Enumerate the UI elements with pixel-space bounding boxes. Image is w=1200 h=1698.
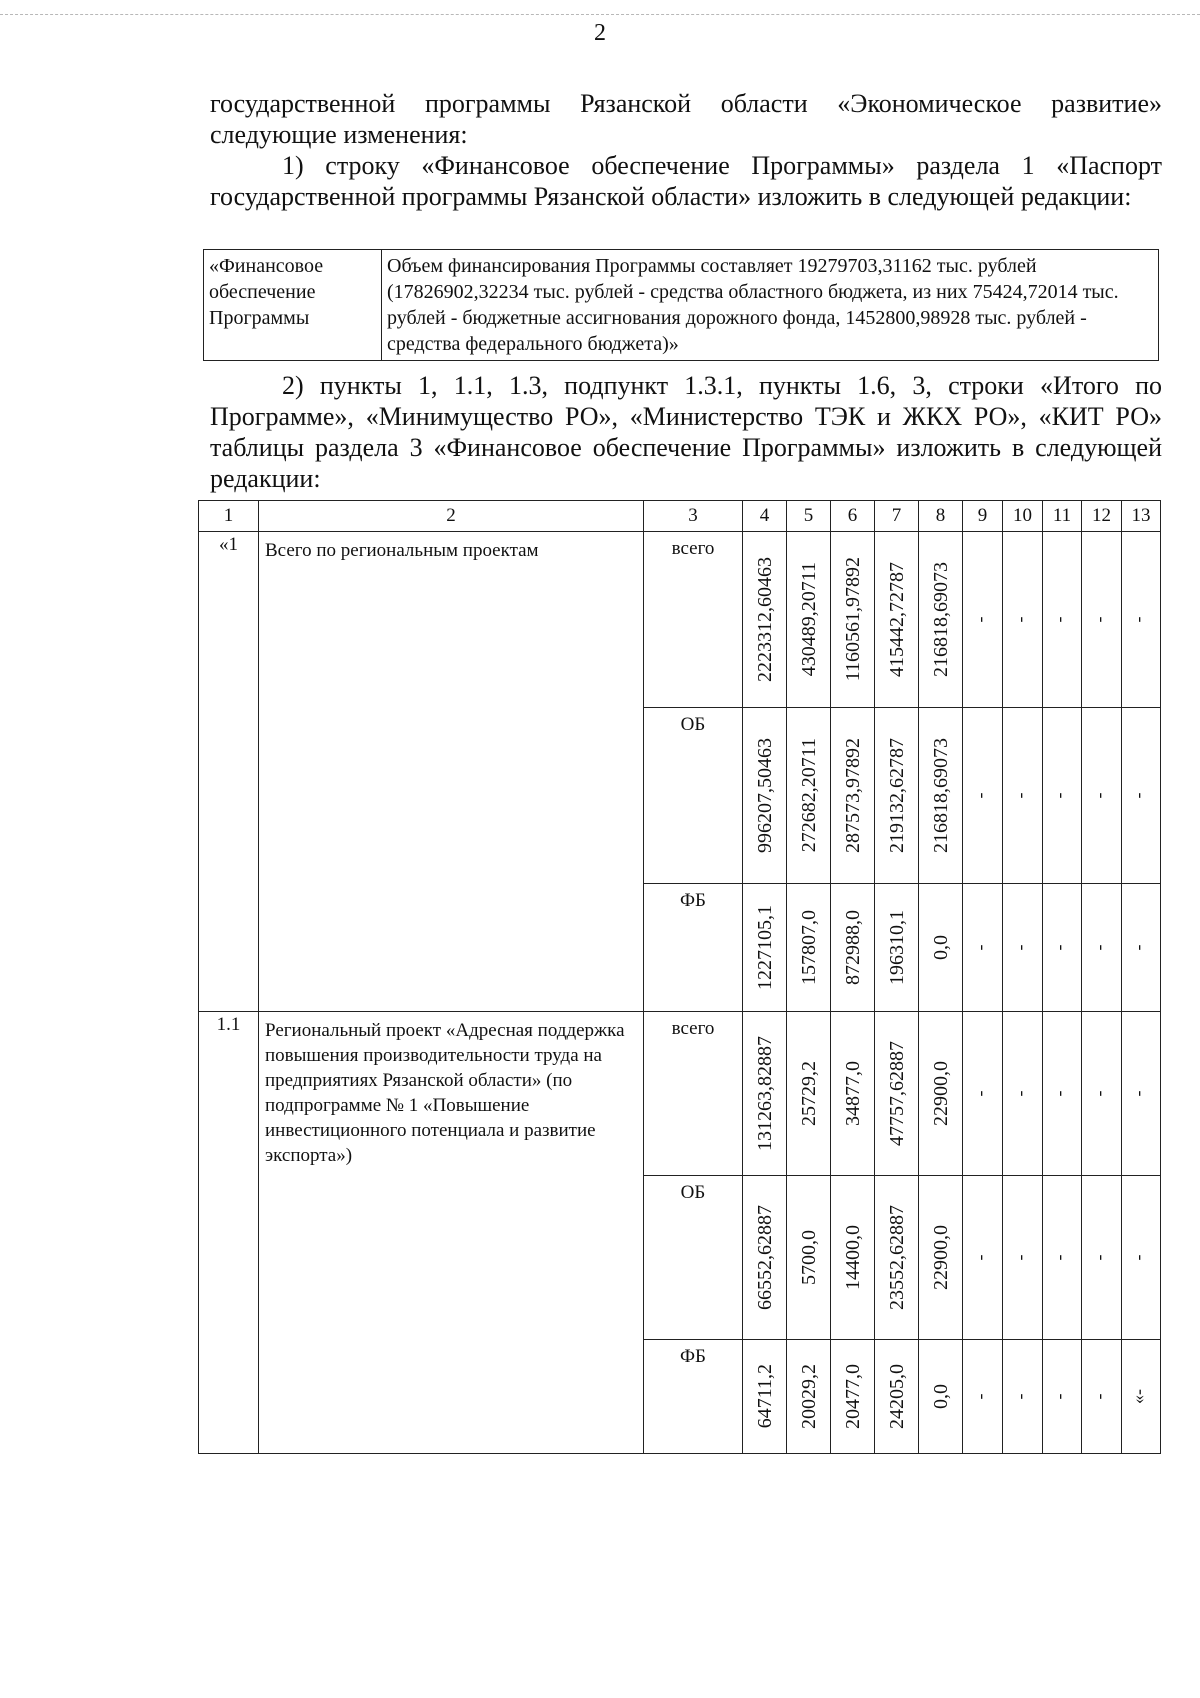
value-cell <box>875 884 919 1012</box>
col-header: 4 <box>743 501 787 532</box>
col-header: 6 <box>831 501 875 532</box>
dash-cell <box>1082 884 1122 1012</box>
dash-cell <box>963 708 1003 884</box>
value-cell <box>919 1340 963 1454</box>
value-cell <box>919 1012 963 1176</box>
col-header: 11 <box>1043 501 1082 532</box>
dash-cell <box>963 884 1003 1012</box>
value: 157807,0 <box>797 910 820 985</box>
dash: - <box>1092 792 1112 799</box>
dash: - <box>973 944 993 951</box>
value-cell <box>875 1012 919 1176</box>
col-header: 2 <box>259 501 644 532</box>
dash: -» <box>1131 1389 1152 1404</box>
passport-table <box>203 249 1159 361</box>
dash-cell <box>963 532 1003 708</box>
value-cell <box>743 532 787 708</box>
dash-cell <box>1003 1012 1043 1176</box>
item-number: «1 <box>199 532 259 1012</box>
value-cell <box>875 1176 919 1340</box>
dash: - <box>1052 944 1073 951</box>
value-cell <box>743 1176 787 1340</box>
dash: - <box>1131 616 1152 623</box>
value: 131263,82887 <box>753 1036 776 1151</box>
value: 24205,0 <box>885 1364 908 1429</box>
dash: - <box>1052 1393 1073 1400</box>
value: 14400,0 <box>841 1225 864 1290</box>
value: 47757,62887 <box>885 1041 908 1146</box>
page-number: 2 <box>594 20 606 46</box>
dash: - <box>1092 944 1112 951</box>
value: 1160561,97892 <box>841 557 864 682</box>
funding-type: ФБ <box>644 1340 743 1454</box>
value: 272682,20711 <box>797 738 820 853</box>
dash-cell <box>1003 1176 1043 1340</box>
value-cell <box>787 532 831 708</box>
passport-row <box>204 250 1159 361</box>
value: 20477,0 <box>841 1364 864 1429</box>
item2-text <box>210 370 1162 494</box>
value: 2223312,60463 <box>753 557 776 682</box>
value-cell <box>831 1176 875 1340</box>
dash-cell <box>1122 1340 1161 1454</box>
value-cell <box>831 884 875 1012</box>
value-cell <box>919 1176 963 1340</box>
funding-type: всего <box>644 532 743 708</box>
intro-text <box>210 88 1162 212</box>
passport-text: Объем финансирования Программы составляет 19279703,31162 тыс. рублей (17826902,32234 тыс. рублей - средства областного бюджета, из них 75424,72014 тыс. рублей - бюджетные ассигнования дорожного фонда, 1452800,98928 тыс. рублей - средства федерального бюджета)» <box>382 250 1159 361</box>
value-cell <box>787 708 831 884</box>
value: 216818,69073 <box>929 738 952 853</box>
dash-cell <box>1043 1012 1082 1176</box>
dash-cell <box>1043 884 1082 1012</box>
dash: - <box>973 1090 993 1097</box>
dash: - <box>1013 616 1033 623</box>
dash-cell <box>1122 708 1161 884</box>
col-header: 8 <box>919 501 963 532</box>
value: 996207,50463 <box>753 738 776 853</box>
funding-type: всего <box>644 1012 743 1176</box>
intro-paragraph: государственной программы Рязанской области «Экономическое развитие» следующие изменения: <box>210 89 1162 149</box>
finance-table <box>198 500 1161 1454</box>
dash: - <box>973 1393 993 1400</box>
item-title: Всего по региональным проектам <box>259 532 644 1012</box>
col-header: 13 <box>1122 501 1161 532</box>
value: 219132,62787 <box>885 738 908 853</box>
value-cell <box>743 1012 787 1176</box>
value-cell <box>875 708 919 884</box>
value: 415442,72787 <box>885 562 908 677</box>
value: 1227105,1 <box>753 905 776 990</box>
table-header-row <box>199 501 1161 532</box>
dash-cell <box>1043 1340 1082 1454</box>
value-cell <box>919 884 963 1012</box>
item-title: Региональный проект «Адресная поддержка повышения производительности труда на предприятиях Рязанской области» (по подпрограмме № 1 «Повышение инвестиционного потенциала и развитие экспорта») <box>259 1012 644 1454</box>
value-cell <box>787 1340 831 1454</box>
col-header: 5 <box>787 501 831 532</box>
dash: - <box>1013 792 1033 799</box>
dash: - <box>1052 792 1073 799</box>
funding-type: ОБ <box>644 1176 743 1340</box>
value-cell <box>875 532 919 708</box>
dash-cell <box>1043 708 1082 884</box>
value: 0,0 <box>929 935 952 960</box>
dash: - <box>1013 1254 1033 1261</box>
value: 196310,1 <box>885 910 908 985</box>
col-header: 9 <box>963 501 1003 532</box>
dash: - <box>973 1254 993 1261</box>
dash-cell <box>1043 1176 1082 1340</box>
item-number: 1.1 <box>199 1012 259 1454</box>
value: 0,0 <box>929 1384 952 1409</box>
value: 25729,2 <box>797 1061 820 1126</box>
value-cell <box>875 1340 919 1454</box>
value-cell <box>831 708 875 884</box>
dash: - <box>973 616 993 623</box>
dash-cell <box>1003 1340 1043 1454</box>
value: 216818,69073 <box>929 562 952 677</box>
dash: - <box>1052 616 1073 623</box>
value-cell <box>919 708 963 884</box>
dash: - <box>1131 1254 1152 1261</box>
dash: - <box>1013 944 1033 951</box>
value-cell <box>743 1340 787 1454</box>
dash: - <box>1013 1393 1033 1400</box>
dash-cell <box>1043 532 1082 708</box>
item2-paragraph: 2) пункты 1, 1.1, 1.3, подпункт 1.3.1, пункты 1.6, 3, строки «Итого по Программе», «Минимущество РО», «Министерство ТЭК и ЖКХ РО», «КИТ РО» таблицы раздела 3 «Финансовое обеспечение Программы» изложить в следующей редакции: <box>210 371 1162 493</box>
dash-cell <box>1122 1176 1161 1340</box>
dash: - <box>1092 1090 1112 1097</box>
dash: - <box>1052 1090 1073 1097</box>
dash: - <box>1092 616 1112 623</box>
dash: - <box>1131 1090 1152 1097</box>
dash: - <box>1092 1393 1112 1400</box>
table-row <box>199 1012 1161 1176</box>
dash: - <box>973 792 993 799</box>
value: 430489,20711 <box>797 562 820 677</box>
dash-cell <box>1082 1012 1122 1176</box>
dash-cell <box>1003 532 1043 708</box>
value-cell <box>831 532 875 708</box>
value: 22900,0 <box>929 1225 952 1290</box>
passport-label: «Финансовое обеспечение Программы <box>204 250 382 361</box>
col-header: 10 <box>1003 501 1043 532</box>
dash-cell <box>1082 1340 1122 1454</box>
value-cell <box>787 1012 831 1176</box>
value-cell <box>743 708 787 884</box>
table-row <box>199 532 1161 708</box>
funding-type: ОБ <box>644 708 743 884</box>
value-cell <box>743 884 787 1012</box>
dash-cell <box>1122 884 1161 1012</box>
dash-cell <box>1082 1176 1122 1340</box>
dash: - <box>1131 792 1152 799</box>
col-header: 3 <box>644 501 743 532</box>
dash-cell <box>963 1176 1003 1340</box>
value: 5700,0 <box>797 1230 820 1285</box>
col-header: 1 <box>199 501 259 532</box>
col-header: 7 <box>875 501 919 532</box>
funding-type: ФБ <box>644 884 743 1012</box>
value: 66552,62887 <box>753 1205 776 1310</box>
col-header: 12 <box>1082 501 1122 532</box>
dash-cell <box>1082 532 1122 708</box>
dash-cell <box>1003 708 1043 884</box>
value: 287573,97892 <box>841 738 864 853</box>
dash: - <box>1131 944 1152 951</box>
dash-cell <box>1122 1012 1161 1176</box>
value: 872988,0 <box>841 910 864 985</box>
dash: - <box>1092 1254 1112 1261</box>
dash-cell <box>1082 708 1122 884</box>
dash: - <box>1013 1090 1033 1097</box>
item1-paragraph: 1) строку «Финансовое обеспечение Программы» раздела 1 «Паспорт государственной программы Рязанской области» изложить в следующей редакции: <box>210 151 1162 211</box>
value-cell <box>831 1340 875 1454</box>
dash-cell <box>1122 532 1161 708</box>
dash-cell <box>963 1012 1003 1176</box>
dash-cell <box>1003 884 1043 1012</box>
value-cell <box>787 1176 831 1340</box>
scan-top-line <box>0 14 1200 15</box>
value: 23552,62887 <box>885 1205 908 1310</box>
dash-cell <box>963 1340 1003 1454</box>
value-cell <box>919 532 963 708</box>
value: 20029,2 <box>797 1364 820 1429</box>
value: 34877,0 <box>841 1061 864 1126</box>
dash: - <box>1052 1254 1073 1261</box>
value: 22900,0 <box>929 1061 952 1126</box>
value-cell <box>831 1012 875 1176</box>
value: 64711,2 <box>753 1364 776 1429</box>
value-cell <box>787 884 831 1012</box>
